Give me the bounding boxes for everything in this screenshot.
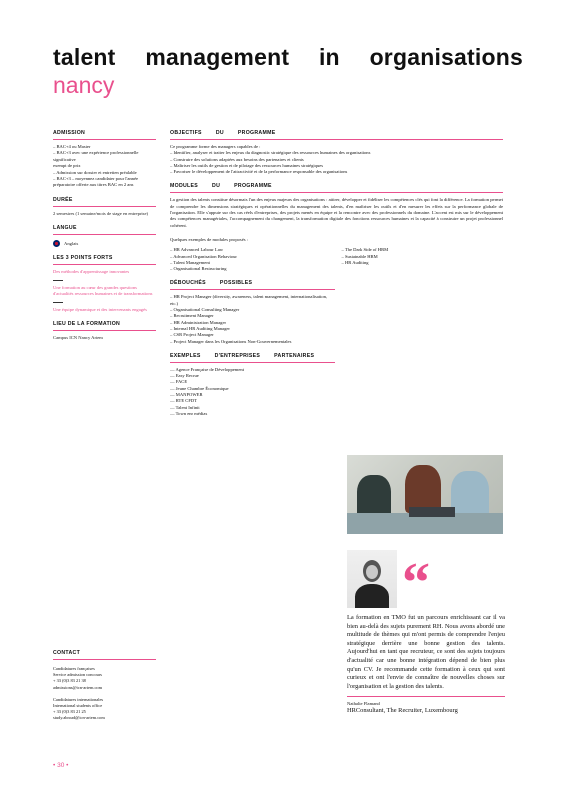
list-item: — FACE: [170, 379, 188, 385]
contact-email[interactable]: study.abroad@icn-artem.com: [53, 715, 105, 721]
contact-section: [53, 650, 156, 722]
list-item: – HR Project Manager (diversity, awareness, talent management, internationalisation, etc.): [170, 294, 328, 306]
lieu-section: [53, 321, 156, 342]
list-item: – The Dark Side of HRM: [341, 247, 389, 253]
list-item: – Organisational Consulting Manager: [170, 307, 240, 313]
list-item: – Talent Management: [170, 259, 210, 265]
langue-text: Anglais: [64, 240, 79, 246]
title-word: in: [318, 44, 340, 70]
contact-line: Candidatures françaises: [53, 666, 95, 671]
contact-email[interactable]: admissions@icn-artem.com: [53, 684, 103, 690]
testimonial-name: Nathalie Flamand: [347, 701, 380, 707]
divider: [53, 280, 63, 281]
list-item: — Agence Française de Développement: [170, 366, 244, 372]
section-heading: LIEU DE LA FORMATION: [53, 321, 156, 331]
quote-icon: “: [402, 552, 430, 614]
section-heading: CONTACT: [53, 650, 156, 660]
divider: [347, 696, 505, 697]
city-subtitle: nancy: [53, 72, 115, 98]
langue-section: [53, 225, 156, 247]
list-item: – BAC+3 avec une expérience professionnelle significative: [53, 150, 139, 162]
divider: [53, 302, 63, 303]
list-item: — MANPOWER: [170, 392, 203, 398]
section-heading: [170, 353, 335, 363]
list-item: Des méthodes d'apprentissage innovantes: [53, 269, 130, 275]
title-block: [53, 44, 523, 98]
list-item: – Sustainable HRM: [341, 253, 378, 259]
list-item: exempt de prix: [53, 163, 81, 169]
heading-word: PROGRAMME: [237, 130, 276, 136]
list-item: – HR Auditing: [341, 259, 369, 265]
list-item: – HR Advanced Labour Law: [170, 247, 224, 253]
testimonial-company: HRConsultant, The Recruiter, Luxembourg: [347, 707, 458, 715]
points-forts-list: [53, 269, 156, 313]
list-item: – Project Manager dans les Organisations Non-Gouvernementales: [170, 338, 292, 344]
portrait-face: [366, 565, 378, 579]
portrait-body: [355, 584, 389, 608]
testimonial-text: La formation en TMO fut un parcours enrichissant car il va bien au-delà des sujets purement RH. Nous avons abordé une multitude de thèmes qui m'ont permis de comprendre l'enjeu stratégique derrière une bonne gestion des talents. Aujourd'hui en tant que recruteur, ce sont des sujets toujours d'actualité car une bonne intégration dépend de bien plus qu'un CV. Je recommande cette formation à ceux qui sont curieux et ont l'envie de connaître de nouvelles choses sur l'organisation et la gestion des talents.: [347, 614, 505, 690]
list-item: — RTE CFDT: [170, 398, 198, 404]
list-item: — Easy Recrue: [170, 373, 199, 379]
modules-columns: [170, 247, 503, 272]
students-photo: [347, 455, 503, 534]
page-title: [53, 44, 523, 70]
list-item: – Advanced Organisation Behaviour: [170, 253, 237, 259]
list-item: Une équipe dynamique et des intervenants engagés: [53, 306, 147, 312]
lieu-text: Campus ICN Nancy Artem: [53, 335, 103, 341]
list-item: – BAC+4 ou Master: [53, 144, 91, 149]
list-item: – Admission sur dossier et entretien préalable: [53, 169, 137, 175]
person-shape: [451, 471, 489, 517]
heading-word: POSSIBLES: [219, 280, 253, 287]
objectifs-section: [170, 130, 503, 175]
modules-list-right: [342, 247, 504, 272]
contact-line: Service admission concours: [53, 672, 103, 678]
section-heading: ADMISSION: [53, 130, 156, 140]
title-word: talent: [53, 44, 116, 70]
heading-word: DU: [212, 183, 221, 190]
heading-word: OBJECTIFS: [170, 130, 202, 136]
list-item: — Town enr médias: [170, 410, 208, 416]
section-heading: [170, 130, 503, 140]
modules-body: [170, 197, 503, 272]
list-item: – CSR Project Manager: [170, 332, 214, 338]
list-item: – Organisational Restructuring: [170, 266, 227, 272]
section-heading: LES 3 POINTS FORTS: [53, 255, 156, 265]
person-shape: [357, 475, 391, 517]
langue-row: [53, 240, 156, 247]
admission-list: [53, 144, 156, 189]
duree-text: 2 semestres (1 semaine/mois de stage en entreprise): [53, 210, 149, 216]
list-item: – BAC+3 – moyennez candidater pour l'année préparatoire offerte aux titres BAC en 2 ans: [53, 176, 139, 188]
modules-section: [170, 183, 503, 272]
contact-body: [53, 666, 156, 722]
list-item: – Identifier, analyser et traiter les enjeux du diagnostic stratégique des ressources humaines des organisations: [170, 150, 371, 156]
objectifs-list: [170, 150, 503, 175]
objectifs-body: [170, 144, 503, 175]
section-heading: LANGUE: [53, 225, 156, 235]
heading-word: DU: [215, 130, 224, 136]
section-heading: [170, 280, 335, 290]
list-item: – Internal HR Auditing Manager: [170, 325, 230, 331]
exemples-list: [170, 367, 335, 417]
section-heading: DURÉE: [53, 197, 156, 207]
list-item: — Talent Infinit: [170, 404, 200, 410]
uk-flag-icon: [53, 240, 60, 247]
objectifs-intro: Ce programme forme des managers capables de :: [170, 144, 261, 149]
heading-word: PROGRAMME: [234, 183, 272, 190]
exemples-section: [170, 353, 335, 417]
modules-examples-intro: Quelques exemples de modules proposés :: [170, 236, 248, 242]
modules-list-left: [170, 247, 332, 272]
contact-phone: + 33 (0)3 83 21 38: [53, 678, 86, 684]
list-item: – Maîtriser les outils de gestion et de pilotage des ressources humaines stratégiques: [170, 162, 324, 168]
section-heading: [170, 183, 503, 193]
duree-section: [53, 197, 156, 218]
contact-line: Candidatures internationales: [53, 696, 104, 702]
admission-section: [53, 130, 156, 189]
heading-word: EXEMPLES: [170, 352, 201, 359]
left-column: [53, 130, 156, 350]
points-forts-section: [53, 255, 156, 313]
main-column: [170, 130, 503, 425]
title-word: management: [145, 44, 290, 70]
contact-line: International students office: [53, 703, 103, 709]
heading-word: MODULES: [170, 183, 199, 190]
heading-word: D'ENTREPRISES: [214, 352, 261, 359]
contact-phone: + 33 (0)3 83 21 25: [53, 709, 86, 715]
list-item: – HR Administration Manager: [170, 319, 227, 325]
list-item: – Recruitment Manager: [170, 313, 214, 319]
heading-word: DÉBOUCHÉS: [170, 280, 206, 287]
testimonial-block: [347, 614, 505, 715]
title-word: organisations: [369, 44, 523, 70]
person-shape: [405, 465, 441, 513]
modules-paragraph: La gestion des talents constitue désormais l'un des enjeux majeurs des organisations : attirer, développer et fidéliser les compétences clés qui font la différence. La formation permet de comprendre les dimensions stratégiques et opérationnelles du management des talents, d'en maîtriser les outils et d'en mesurer les effets sur la performance globale de l'organisation. Elle s'appuie sur des cas réels d'entreprises, des projets menés en équipe et la rencontre avec des professionnels du domaine. L'accent est mis sur le développement des compétences managériales, l'accompagnement du changement, la transformation digitale des fonctions ressources humaines et la capacité à construire un projet professionnel cohérent.: [170, 197, 503, 228]
laptop-shape: [409, 507, 455, 517]
testimonial-portrait: [347, 550, 397, 608]
list-item: – Construire des solutions adaptées aux besoins des partenaires et clients: [170, 156, 304, 162]
heading-word: PARTENAIRES: [274, 352, 315, 359]
debouches-list: [170, 294, 335, 344]
debouches-section: [170, 280, 335, 344]
list-item: – Favoriser le développement de l'attractivité et de la performance responsable des organisations: [170, 169, 348, 175]
list-item: — Jeune Chambre Économique: [170, 385, 229, 391]
page-number: • 30 •: [53, 762, 69, 769]
list-item: Une formation au cœur des grandes questions d'actualités ressources humaines et de transformations: [53, 284, 153, 297]
